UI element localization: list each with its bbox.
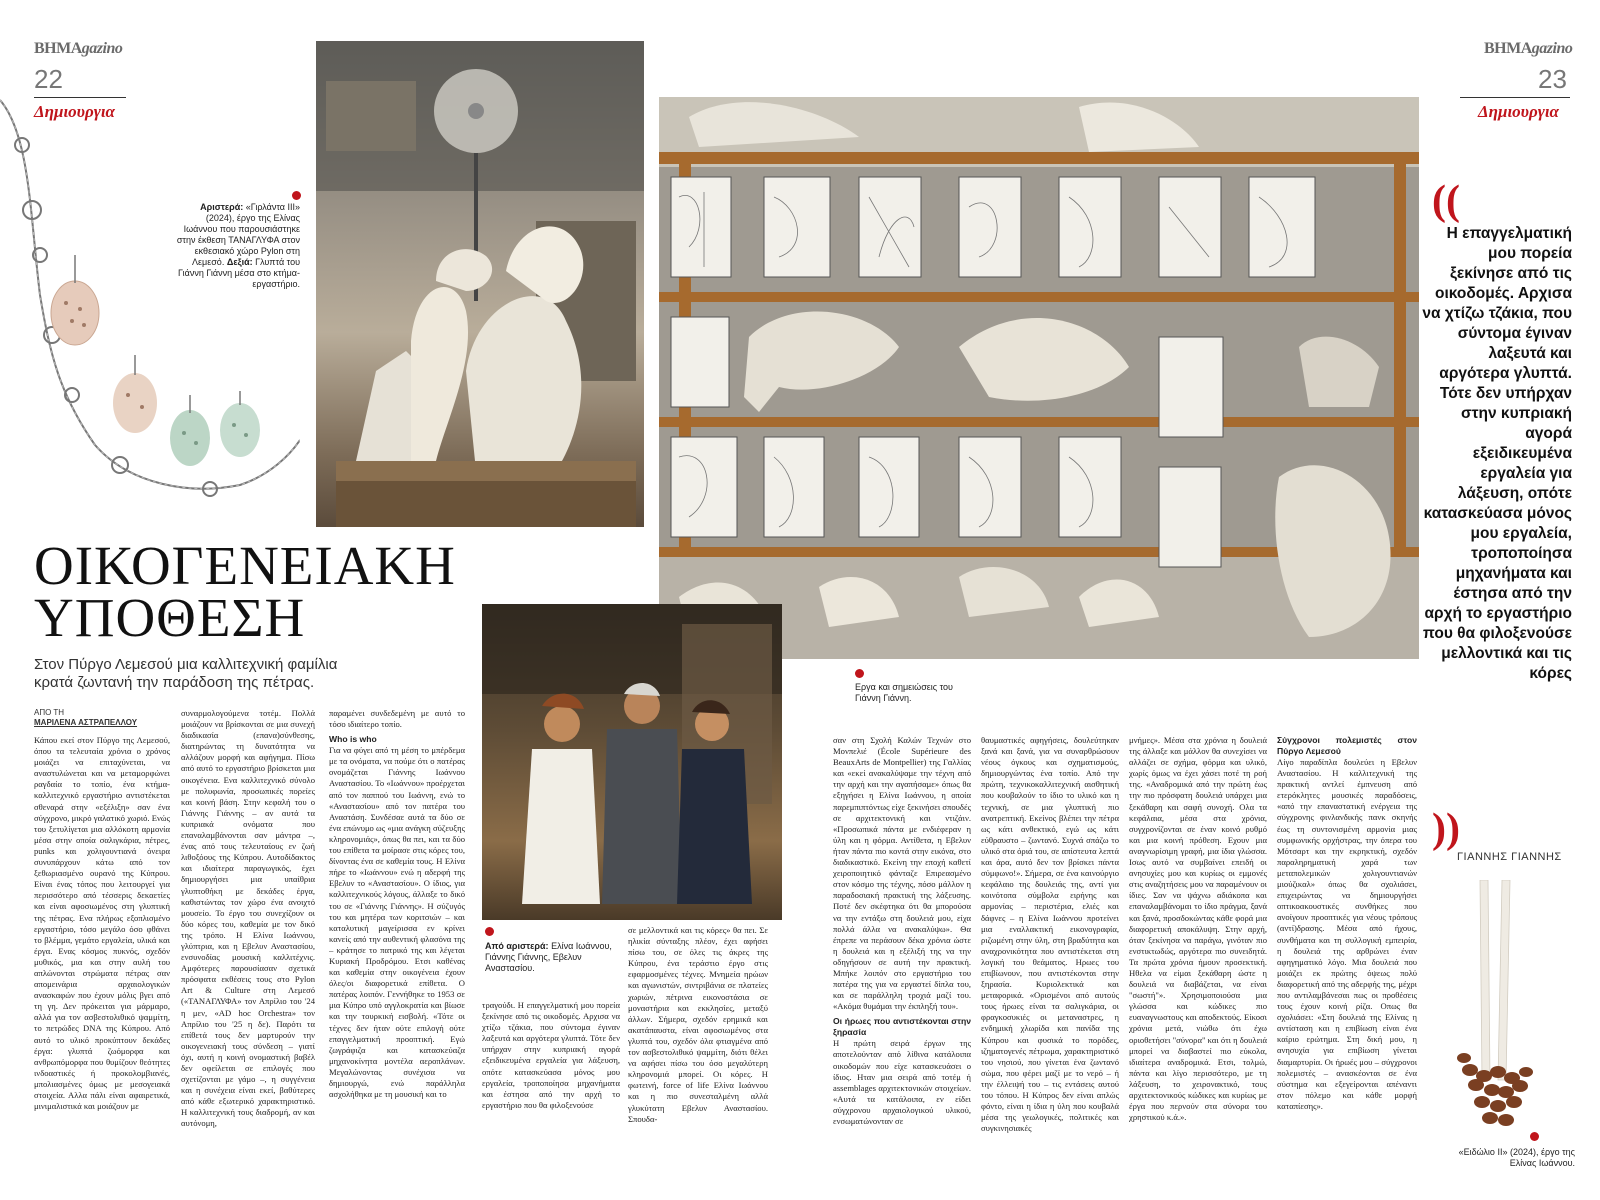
body-column-7: θαυμαστικές αφηγήσεις, δουλεύτηκαν ξανά και ξανά, για να συναρθρώσουν νέους όγκους και σχηματισμούς, δημιουργώντας ένα τοπίο. Από την πρώτη, τεχνικοκαλλιτεχνική αισθητική που κουβαλούν το ίδιο το υλικό και η τεχνική, σε μια γλυπτική πιο ανατρεπτική. Εκείνος βλέπει την πέτρα ως κάτι ανθεκτικό, εγώ ως κάτι εύθραυστο – ζωντανό. Συχνά σπάζω το υλικό στα όριά του, σε απίστευτα λεπτά και άρα, αυτό δεν τον βρίσκει πάντα σύμφωνο!». Σήμερα, σε ένα καινούργιο κεφάλαιο της δουλειάς της, αντί για κοινότοπα σύμβολα ειρήνης και αρμονίας – περιστέρια, ελιές και δάφνες – η Ελίνα Ιωάννου προτείνει μια εναλλακτική εικονογραφία, ριζωμένη στην ύλη, στη βραδύτητα και αναχρονικότητα που αντιστέκεται στη λογική του θεάματος. Ηρωες του επιβίωνουν, που αντιστέκονται στην ξηρασία. Κυριολεκτικά και μεταφορικά. «Ορισμένοι από αυτούς τους ήρωες είναι τα σαλιγκάρια, οι φραγκοσυκιές οι μεταναστρες, η ενδημική χλωρίδα και πανίδα της Κύπρου και φυσικά το πορόδες, ιζηματογενές πέτρωμα, χαρακτηριστικό του νησιού, που γίνεται ένα ζωντανό σώμα, που φέρει μαζί με το νερό – ή την έλλειψή του – τις εντάσεις αυτού του τόπου. Η Κύπρος δεν είναι απλώς φόντο, είναι η ίδια η ύλη που κουβαλά μέσα της γεωλογικές, πολιτικές και συγκινησιακές — [981, 735, 1119, 1134]
headline-line-2: ΥΠΟΘΕΣΗ — [34, 587, 306, 648]
subhead-heroes: Οι ήρωες που αντιστέκονται στην ξηρασία — [833, 1016, 971, 1038]
caption-top-left: Αριστερά: «Γιρλάντα III» (2024), έργο της Ελίνας Ιωάννου που παρουσιάστηκε στην έκθεση ΤΑΝΑΓΛΥΦΑ στον εκθεσιακό χώρο Pylon στη Λεμεσό. Δεξιά: Γλυπτά του Γιάννη Γιάννη μέσα στο κτήμα-εργαστήριο. — [176, 202, 300, 289]
quote-open-mark: (( — [1432, 178, 1460, 224]
subhead-who-is-who: Who is who — [329, 734, 377, 745]
byline-prefix: ΑΠΟ ΤΗ — [34, 708, 65, 717]
body-column-9: Σύγχρονοι πολεμιστές στον Πύργο Λεμεσού Λίγο παραδίπλα δουλεύει η Εβελυν Αναστασίου. Η καλλιτεχνική της πρακτική αντλεί έμπνευση από ετερόκλητες μουσικές παραδόσεις, «από την επαναστατική ενέργεια της σύγχρονης φινλανδικής πανκ σκηνής έως τη συντονισμένη αρμονία μιας συμφωνικής ορχήστρας, την όπερα του Μότσαρτ και την εκρηκτική, σχεδόν παραληρηματική χαρά των μεταπολεμικών χολιγουντιανών μιούζικαλ» όπως θα σχολιάσει, επιχειρώντας να δημιουργήσει οπτικοακουστικές συνθήκες που ανοίγουν προοπτικές για νέους τρόπους (αντί)δρασης. Μέσα από ήχους, συνθήματα και τη συλλογική εμπειρία, η δουλειά της αρθρώνει έναν αφηγηματικό λόγο. Μια δουλειά που μοιάζει εκ πρώτης όψεως πολύ διαφορετική από της αδερφής της, μέχρι που αντιλαμβάνεσαι πως οι προθέσεις τους έχουν κοινή ρίζα. Οπως θα σχολιάσει: «Στη δουλειά της Ελίνας η αντίσταση και η επιβίωση είναι ένα καίριο ερώτημα. Στη δική μου, η ανησυχία για επιβίωση γίνεται διαμαρτυρία. Οι ήρωές μου – σύγχρονοι πολεμιστές – ανασκέονται σε ένα σύστημα και εξεγείρονται απέναντι στον πόλεμο και κάθε μορφή καταπίεσης». — [1277, 735, 1417, 1111]
byline-author: ΜΑΡΙΛΕΝΑ ΑΣΤΡΑΠΕΛΛΟΥ — [34, 718, 138, 727]
caption-dot-workshop — [855, 669, 864, 678]
family-photo — [482, 604, 782, 920]
header-rule-right — [1460, 97, 1570, 98]
deck: Στον Πύργο Λεμεσού μια καλλιτεχνική φαμίλια κρατά ζωντανή την παράδοση της πέτρας. — [34, 656, 338, 691]
quote-close-mark: )) — [1432, 806, 1460, 852]
page-number-left: 22 — [34, 64, 63, 94]
quote-attribution: ΓΙΑΝΝΗΣ ΓΙΑΝΝΗΣ — [1457, 851, 1562, 863]
section-label-left: Δημιουργια — [34, 102, 115, 121]
section-label-right: Δημιουργια — [1478, 102, 1559, 121]
caption-family: Από αριστερά: Ελίνα Ιωάννου, Γιάννης Γιάννης, Εβελυν Αναστασίου. — [485, 941, 612, 973]
pull-quote: Η επαγγελματική μου πορεία ξεκίνησε από τις οικοδομές. Αρχισα να χτίζω τζάκια, που σύντομα έγιναν λαξευτά και αργότερα γλυπτά. Τότε δεν υπήρχαν στην κυπριακή αγορά εξειδικευμένα εργαλεία για λάξευση, οπότε κατασκεύασα μόνος μου εργαλεία, τροποποίησα μηχανήματα και έστησα από την αρχή το εργαστήριο που θα φιλοξενούσε μελλοντικά και τις κόρες — [1422, 225, 1572, 682]
caption-dot-eidolio — [1530, 1132, 1539, 1141]
sculptures-photo — [316, 41, 644, 527]
body-column-1: Κάπου εκεί στον Πύργο της Λεμεσού, όπου τα τελευταία χρόνια ο χρόνος μοιάζει να επιταχύνεται, να αναστυλώνεται και να μεταμορφώνει ραγδαία το τοπίο, ένα κτήμα-καλλιτεχνικό εργαστήριο αντιστέκεται σθεναρά στην «εξέλιξη» σαν ένα σύγχρονο, μικρό γαλατικό χωριό. Ενώς του ξετυλίγεται μια αλλόκοτη αρμονία μέσα στην οποία σαλιγκάρια, πέτρες, punks και χολιγουντιανά όνειρα συνυπάρχουν κάτω από τον ξεθωριασμένο ουρανό της Κύπρου. Είναι ένας τόπος που λειτουργεί για περισσότερο από τέσσερις δεκαετίες και είναι αφοσιωμένος στη γλυπτική της πέτρας. Ενα πλήρως εξοπλισμένο εργαστήριο, τόσο μεγάλο όσο φθάνει το βλέμμα, γεμάτο εργαλεία, υλικά και έργα. Ενας κόσμος πυκνός, σχεδόν μυθικός, μια και στην αυλή του απλώνονται στρώματα πέτρας σαν απομεινάρια αρχαιολογικών ανασκαφών που έχουν μόλις βγει από τη γη. Δεν πρόκειται για μάρμαρο, αλλά για τον ασβεστολιθικό ψαμμίτη, το πετρώδες DNA της Κύπρου. Από αυτό το υλικό προκύπτουν δεκάδες έργα: γλυπτά ζωόμορφα και ανθρωπόμορφα που θυμίζουν θεότητες ινδοαστικές ή προκολομβιανές, μπολιασμένες όμως με μεσογειακά στοιχεία. Αλλα πάλι είναι αφαιρετικά, μινιμαλιστικά και μοιάζουν με — [34, 735, 170, 1112]
caption-eidolio: «Ειδώλιο ΙΙ» (2024), έργο της Ελίνας Ιωάννου. — [1458, 1147, 1575, 1168]
body-column-6: σαν στη Σχολή Καλών Τεχνών στο Μονπελιέ (École Supérieure des BeauxArts de Montpellier) της Γαλλίας και «εκεί ανακαλύψαμε την τέχνη από την αρχή και την αγαπήσαμε» όπως θα εξηγήσει η Ελίνα Ιωάννου, η οποία παρεμπιπτόντως είχε ξεκινήσει σπουδές σε αρχιτεκτονική και ντιζάιν. «Προσωπικά πάντα με ενδιέφεραν η ύλη και η φόρμα. Αντίθετα, η Εβελυν ήταν πάντα πιο κοντά στην εικόνα, στο διαδικαστικό. Εκείνη την εποχή καθετί χειροποιητικό φάνταζε Επιρεασμένο στον κόσμο της τέχνης, πόσο μάλλον η παραδοσιακή πρακτική της λάξευσης. Ποτέ δεν σκέφτηκα ότι θα μπορούσα να την εντάξω στη δουλειά μου, είχα πολλά άλλα να ανακαλύψω». Θα έπρεπε να περάσουν δέκα χρόνια ώστε η δουλειά και η εξέλιξή της να την οδηγήσουν σε αυτή την πρακτική. Μπήκε λοιπόν στο εργαστήριο του πατέρα της για να εργαστεί δίπλα του, και σε παράλληλη τροχιά μαζί του. «Ακόμα θυμάμαι την έκπληξή του». Οι ήρωες που αντιστέκονται στην ξηρασία Η πρώτη σειρά έργων της αποτελούνταν από λίθινα κατάλοιπα οικοδομών που είχε κατασκευάσει ο ίδιος. Ηταν μια σειρά από τοτέμ ή assemblages αρχιτεκτονικών στοιχείων. «Αυτά τα κατάλοιπα, εν είδει σύγχρονου αρχαιολογικού υλικού, ενσωματώνονταν σε — [833, 735, 971, 1126]
caption-dot-top-left — [292, 191, 301, 200]
body-column-4: τραγούδι. Η επαγγελματική μου πορεία ξεκίνησε από τις οικοδομές. Αρχισα να χτίζω τζάκια, που σύντομα έγιναν λαξευτά και αργότερα γλυπτά. Τότε δεν υπήρχαν στην κυπριακή αγορά εξειδικευμένα εργαλεία για λάξευση, οπότε κατασκεύασα μόνος μου εργαλεία, τροποποίησα μηχανήματα και έστησα από την αρχή το εργαστήριο που θα φιλοξενούσε — [482, 1000, 620, 1110]
headline — [34, 535, 456, 648]
subhead-warriors: Σύγχρονοι πολεμιστές στον Πύργο Λεμεσού — [1277, 735, 1417, 756]
eidolio-sculpture-image — [1440, 880, 1550, 1140]
caption-dot-family — [485, 927, 494, 936]
page-number-right: 23 — [1538, 64, 1567, 94]
garland-sculpture-image — [0, 95, 300, 505]
headline-line-1: ΟΙΚΟΓΕΝΕΙΑΚΗ — [34, 535, 456, 596]
workshop-photo — [659, 97, 1419, 659]
body-column-8: μνήμες». Μέσα στα χρόνια η δουλειά της άλλαξε και μάλλον θα συνεχίσει να αλλάζει σε σχήμα, φόρμα και υλικό, χωρίς όμως να έχει χάσει ποτέ τη ροή της. «Αναδρομικά από την πρώτη έως την πιο πρόσφατη δουλειά υπάρχει μια ξεκάθαρη και σαφή συνοχή. Ολα τα κεφάλαια, μέσα στα χρόνια, συγχρονίζονται σε έναν κοινό ρυθμό και μια κοινή πρόθεση. Εχουν μια αναγνωρίσιμη γραφή, μια ίδια γλώσσα. Ισως αυτό να συμβαίνει επειδή οι ανησυχίες μου και κυρίως οι εμμονές στις αναζητήσεις μου να παραμένουν οι ίδιες. Σαν να ψάχνω αδιάκοπα και επαναλαμβάνομαι το ίδιο πράγμα, ξανά και ξανά, προσδοκώντας κάθε φορά μια διαφορετική αποκάλυψη. Στην αρχή, όταν ξεκίνησα να παράγω, γινόταν πιο ενστικτωδώς, αργότερα πιο συνειδητά. Τα πρώτα χρόνια ήμουν προσεκτική. Ηθελα να είμαι ξεκάθαρη ώστε η δουλειά να διαβάζεται, να είναι "σωστή"». Χρησιμοποιούσα μια γλώσσα και κώδικες πιο ευαναγνωστους και αποδεκτούς. Είκοσι χρόνια μετά, νιώθω ότι έχω οριοθετήσει "σύνορα" και ότι η δουλειά μπορεί να διαβαστεί πιο εύκολα, ιδιαίτερα αναδρομικά. Ετσι, τολμώ, πάντα και λίγο περισσότερο, με τη λάξευση, το χειρονακτικό, τους αρχιτεκτονικούς κώδικες και κυρίως με έργα που περνούν στα σύνορα του χρηστικού κ.ά.». — [1129, 735, 1267, 1123]
body-column-3: παραμένει συνδεδεμένη με αυτό το τόσο ιδιαίτερο τοπίο. Who is who Για να φύγει από τη μέση το μπέρδεμα με τα ονόματα, να πούμε ότι ο πατέρας ονομάζεται Γιάννης Ιωάννου Αναστασίου. Το «Ιωάννου» προέρχεται από τον παππού του Ιωάννη, ενώ το «Αναστασίου» από τον πατέρα του Αναστάση. Συνδέσαε αυτά τα δύο σε ένα επώνυμο ως «μια ανάγκη σύζευξης κληρονομιάς», όπως θα πει, και τα δύο του επίθετα τα μοίρασε στις κόρες του, δίνοντας ένα σε καθεμία τους. Η Ελίνα πήρε το «Ιωάννου» ενώ η αδερφή της Εβελυν το «Αναστασίου». Ο ίδιος, για καλλιτεχνικούς λόγους, άλλαξε το δικό του σε «Γιάννης Γιάννης». Η σύζυγός του και μητέρα των κοριτσιών – και καταλυτική μαγείρισσα εν κρίνει κανείς από την αυθεντική φλασόνα της – κράτησε το πατρικό της και λέγεται Κυριακή Προδρόμου. Ετσι καθένας και καθεμία στην οικογένεια έχουν όλες/οι διαφορετικά επίθετα. Ο πατέρας λοιπόν. Γεννήθηκε το 1953 σε μια Κύπρο υπό αγγλοκρατία και βίωσε και την τουρκική εισβολή. «Τότε οι τέχνες δεν ήταν ούτε επιλογή ούτε επαγγελματική προοπτική. Εγώ ζωγράφιζα και κατασκεύαζα μηχανοκίνητα μοντέλα αεροπλάνων. Μεγαλώνοντας συνέχισα να δημιουργώ, ενώ παράλληλα ασχολήθηκα με τη μουσική και το — [329, 708, 465, 1100]
caption-workshop: Εργα και σημειώσεις του Γιάννη Γιάννη. — [855, 682, 953, 703]
body-column-2: συναρμολογούμενα τοτέμ. Πολλά μοιάζουν να βρίσκονται σε μια συνεχή διαδικασία (επανα)σύνθεσης, διατηρώντας τη δυνατότητα να αλλάζουν μορφή και αφήγημα. Πίσω από αυτό το εργαστήριο βρίσκεται μια οικογένεια. Ενα καλλιτεχνικό σύνολο με πολυφωνία, προσωπικές πορείες και κοινή βάση. Στην κεφαλή του ο Γιάννης Γιάννης – αν αυτά τα κυπριακά ονόματα που επαναλαμβάνονται σαν μάντρα –, ένας από τους τελευταίους εν ζωή λιθοξόους της Κύπρου. Αυτοδίδακτος και ιδιαίτερα παραγωγικός, έχει δημιουργήσει μια υπαίθρια γλυπτοθήκη με δεκάδες έργα, καθιστώντας τον χώρο ένα ανοιχτό μουσείο. Το έργο του συνεχίζουν οι δύο κόρες του, καθεμία με τον δικό της τρόπο. Η Ελίνα Ιωάννου, γλύπτρια, και η Εβελυν Αναστασίου, ενσυνοδίας μουσική καλλιτέχνις. Αμφότερες παρουσίασαν σχετικά πρόσφατα εκθέσεις τους στο Pylon Art & Culture στη Λεμεσό («ΤΑΝΑΓΛΥΦΑ» τον Απρίλιο του '24 η μεν, «AD hoc Orchestra» τον Απρίλιο του '25 η δε). Παρότι τα επίθετά τους δεν μαρτυρούν την οικογενειακή τους σύνδεση – γιατί όχι, αυτή η κοινή ονομαστική βαβέλ δεν οφείλεται σε επιλογές που σχετίζονται με γάμο –, η συγγένεια και η συνέχεια είναι εκεί, βαθύτερες από κάθε εξωτερικό χαρακτηριστικό. Η καλλιτεχνική τους διαδρομή, αν και αυτόνομη, — [181, 708, 315, 1129]
magazine-brand-left: ΒΗΜΑgazino — [34, 40, 123, 57]
magazine-brand-right: ΒΗΜΑgazino — [1484, 40, 1573, 57]
byline — [34, 708, 137, 728]
body-column-5: σε μελλοντικά και τις κόρες» θα πει. Σε ηλικία σύνταξης πλέον, έχει αφήσει πίσω του, σε όλες τις άκρες της Κύπρου, ένα τεράστιο έργο στις εφαρμοσμένες τέχνες. Μνημεία ηρώων και αγωνιστών, σιντριβάνια σε πλατείες χωριών, πέτρινα εικονοστάσια σε μοναστήρια και εκκλησίες, μεταξύ άλλων. Σήμερα, σχεδόν ερημικά και ακατάπαυστα, είναι αφοσιωμένος στα γλυπτά του, σχεδόν όλα φτιαγμένα από τον ασβεστολιθικό ψαμμίτη, διότι θέλει να αφήσει πίσω του όσο μεγαλύτερη κληρονομιά μπορεί. Οι κόρες. Η φωτεινή, force of life Ελίνα Ιωάννου και η πιο συνεσταλμένη αλλά γλυκύτατη Εβελυν Αναστασίου. Σπουδα- — [628, 925, 768, 1124]
